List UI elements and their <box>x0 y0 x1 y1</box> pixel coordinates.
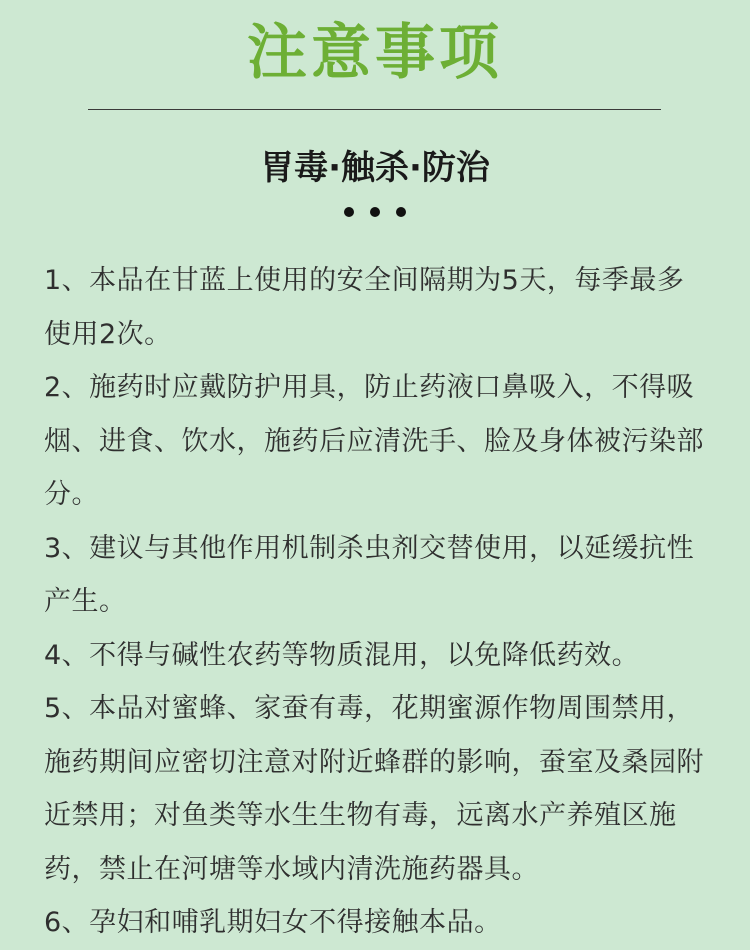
precaution-item-3: 3、建议与其他作用机制杀虫剂交替使用，以延缓抗性产生。 <box>44 532 695 617</box>
page-title: 注意事项 <box>247 18 503 88</box>
title-divider <box>88 109 661 110</box>
decorative-dots <box>0 207 750 217</box>
precaution-item-1: 1、本品在甘蓝上使用的安全间隔期为5天，每季最多使用2次。 <box>44 265 685 350</box>
precaution-item-6: 6、孕妇和哺乳期妇女不得接触本品。 <box>44 907 502 938</box>
page-subtitle: 胃毒·触杀·防治 <box>260 148 490 188</box>
precaution-item-5: 5、本品对蜜蜂、家蚕有毒，花期蜜源作物周围禁用，施药期间应密切注意对附近蜂群的影响，蚕室及桑园附近禁用；对鱼类等水生生物有毒，远离水产养殖区施药，禁止在河塘等水域内清洗施药器具。 <box>44 693 704 885</box>
dot-icon <box>370 207 380 217</box>
dot-icon <box>396 207 406 217</box>
precautions-list <box>44 254 708 950</box>
precaution-item-4: 4、不得与碱性农药等物质混用，以免降低药效。 <box>44 639 640 671</box>
precaution-item-2: 2、施药时应戴防护用具，防止药液口鼻吸入，不得吸烟、进食、饮水，施药后应清洗手、脸及身体被污染部分。 <box>44 372 704 510</box>
dot-icon <box>344 207 354 217</box>
